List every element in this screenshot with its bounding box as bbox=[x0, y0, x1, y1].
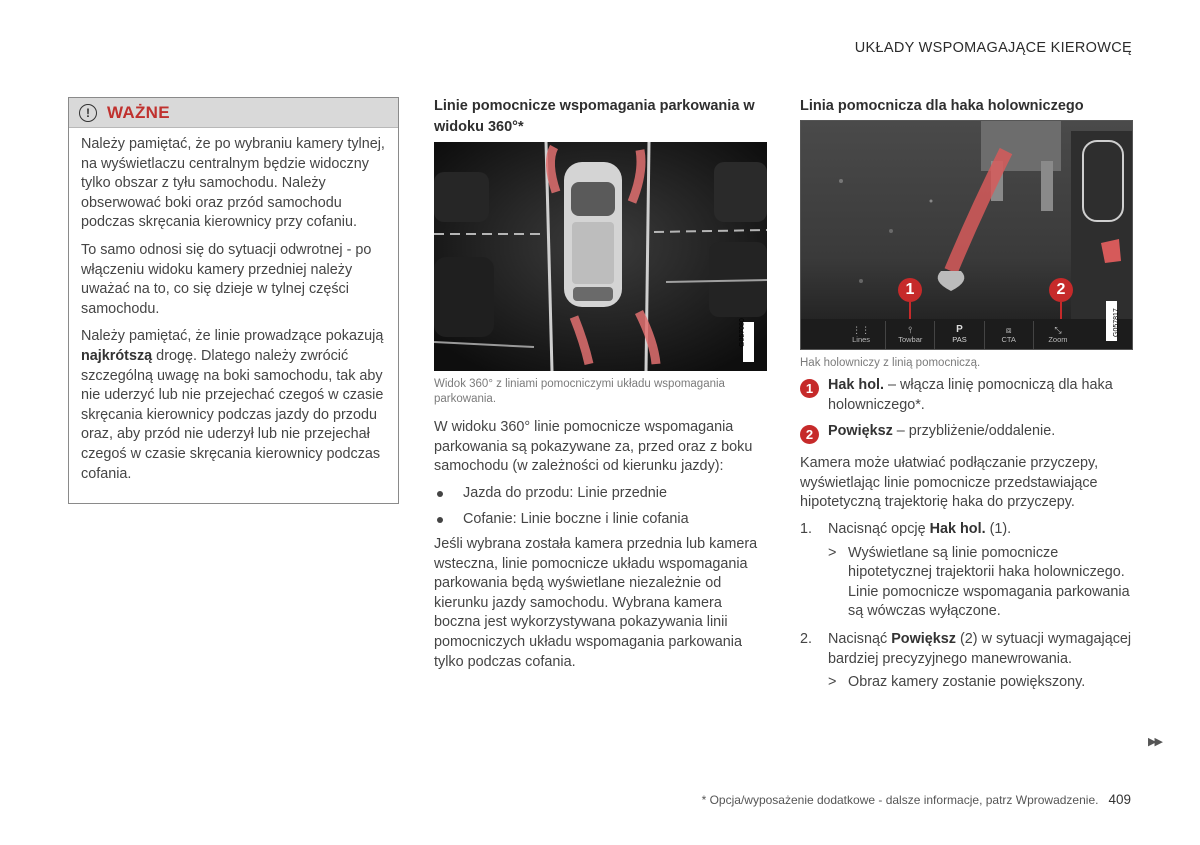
parking-icon: P bbox=[956, 324, 963, 335]
badge-2-pointer bbox=[1060, 302, 1062, 319]
towbar-description: Kamera może ułatwiać podłączanie przyczepy, wyświetlając linie pomocnicze przedstawiające hipotetyczną trajektorię haka do przyczepy. bbox=[800, 455, 1099, 511]
warning-paragraph-1: Należy pamiętać, że po wybraniu kamery tylnej, na wyświetlaczu centralnym będzie widoczny tylko obszar z tyłu samochodu. Należy obserwować boki oraz przód samochodu podczas skręcania kierownicy przy cofaniu. bbox=[81, 136, 385, 231]
badge-2: 2 bbox=[1049, 278, 1073, 302]
cta-icon: ⧈ bbox=[1005, 325, 1012, 335]
step-2: 2. Nacisnąć Powiększ (2) w sytuacji wymagającej bardziej precyzyjnego manewrowania. > Obraz kamery zostanie powiększony. bbox=[800, 630, 1134, 693]
caption-360: Widok 360° z liniami pomocniczymi układu wspomagania parkowania. bbox=[434, 378, 725, 405]
page-number: 409 bbox=[1108, 792, 1131, 807]
badge-1-legend: 1 bbox=[800, 379, 819, 398]
step-1: 1. Nacisnąć opcję Hak hol. (1). > Wyświetlane są linie pomocnicze hipotetycznej trajektorii haka holowniczego. Linie pomocnicze wspomagania parkowania są wówczas wyłączone. bbox=[800, 520, 1134, 622]
toolbar-pas-button[interactable]: P PAS bbox=[935, 321, 984, 349]
toolbar-lines-button[interactable]: ⋮⋮ Lines bbox=[837, 321, 886, 349]
list-item: Jazda do przodu: Linie przednie bbox=[434, 484, 768, 504]
exclamation-icon: ! bbox=[79, 104, 97, 122]
emphasis-shortest: najkrótszą bbox=[81, 347, 153, 364]
legend-item-2: 2 Powiększ – przybliżenie/oddalenie. bbox=[800, 422, 1134, 444]
warning-paragraph-2: To samo odnosi się do sytuacji odwrotnej - po włączeniu widoku kamery przedniej należy uważać na to, co się dzieje w tylnej części samochodu. bbox=[81, 241, 372, 317]
badge-1-pointer bbox=[909, 302, 911, 319]
badge-1: 1 bbox=[898, 278, 922, 302]
warning-paragraph-3: Należy pamiętać, że linie prowadzące pokazują najkrótszą drogę. Dlatego należy zwrócić szczególną uwagę na boki samochodu, tak aby nie uderzyć lub nie przejechać czegoś w czasie skręcania kierownicy podczas jazdy do przodu oraz, aby przód nie uderzył lub nie przejechał czegoś w czasie skręcania kierownicy podczas cofania. bbox=[81, 328, 384, 482]
direction-list bbox=[434, 484, 768, 535]
section-heading-360: Linie pomocnicze wspomagania parkowania w widoku 360°* bbox=[434, 98, 755, 135]
image-code: G057080 bbox=[739, 318, 746, 347]
car-top-view bbox=[564, 162, 622, 307]
page-footer bbox=[702, 792, 1131, 807]
warning-title: WAŻNE bbox=[107, 102, 170, 122]
legend-item-1: 1 Hak hol. – włącza linię pomocniczą dla haka holowniczego*. bbox=[800, 376, 1134, 415]
image-code: G057817 bbox=[1113, 308, 1120, 337]
toolbar-towbar-button[interactable]: ⫯ Towbar bbox=[886, 321, 935, 349]
warning-header bbox=[69, 98, 398, 128]
step-2-result: > Obraz kamery zostanie powiększony. bbox=[828, 674, 1086, 691]
toolbar-zoom-button[interactable]: ⤡ Zoom bbox=[1048, 325, 1068, 344]
continue-arrow-icon: ▶▶ bbox=[1148, 736, 1161, 748]
section-header: UKŁADY WSPOMAGAJĄCE KIEROWCĘ bbox=[854, 40, 1132, 56]
warning-box bbox=[68, 97, 399, 504]
camera-360-image bbox=[434, 142, 767, 371]
outro-360: Jeśli wybrana została kamera przednia lub kamera wsteczna, linie pomocnicze układu wspomagania parkowania będą wyświetlane niezależnie od kierunku jazdy samochodu. Wybrana kamera boczna jest wykorzystywana pokazywania linii pomocniczych układu wspomagania parkowania tylko podczas cofania. bbox=[434, 536, 758, 670]
footnote: * Opcja/wyposażenie dodatkowe - dalsze informacje, patrz Wprowadzenie. bbox=[701, 793, 1099, 807]
intro-360: W widoku 360° linie pomocnicze wspomagania parkowania są pokazywane za, przed oraz z boku samochodu (w zależności od kierunku jazdy): bbox=[434, 419, 753, 475]
lines-icon: ⋮⋮ bbox=[852, 325, 871, 335]
zoom-icon: ⤡ bbox=[1054, 325, 1062, 335]
step-1-result: > Wyświetlane są linie pomocnicze hipotetycznej trajektorii haka holowniczego. Linie pomocnicze wspomagania parkowania są wówczas wyłączone. bbox=[828, 544, 1130, 620]
list-item: Cofanie: Linie boczne i linie cofania bbox=[434, 510, 768, 530]
section-heading-towbar: Linia pomocnicza dla haka holowniczego bbox=[800, 98, 1084, 114]
caption-towbar: Hak holowniczy z linią pomocniczą. bbox=[800, 357, 981, 369]
camera-toolbar bbox=[837, 321, 1082, 349]
badge-2-legend: 2 bbox=[800, 425, 819, 444]
toolbar-cta-button[interactable]: ⧈ CTA bbox=[985, 321, 1034, 349]
warning-body bbox=[69, 128, 398, 484]
towbar-camera-image bbox=[800, 120, 1133, 350]
towbar-icon: ⫯ bbox=[908, 325, 913, 335]
